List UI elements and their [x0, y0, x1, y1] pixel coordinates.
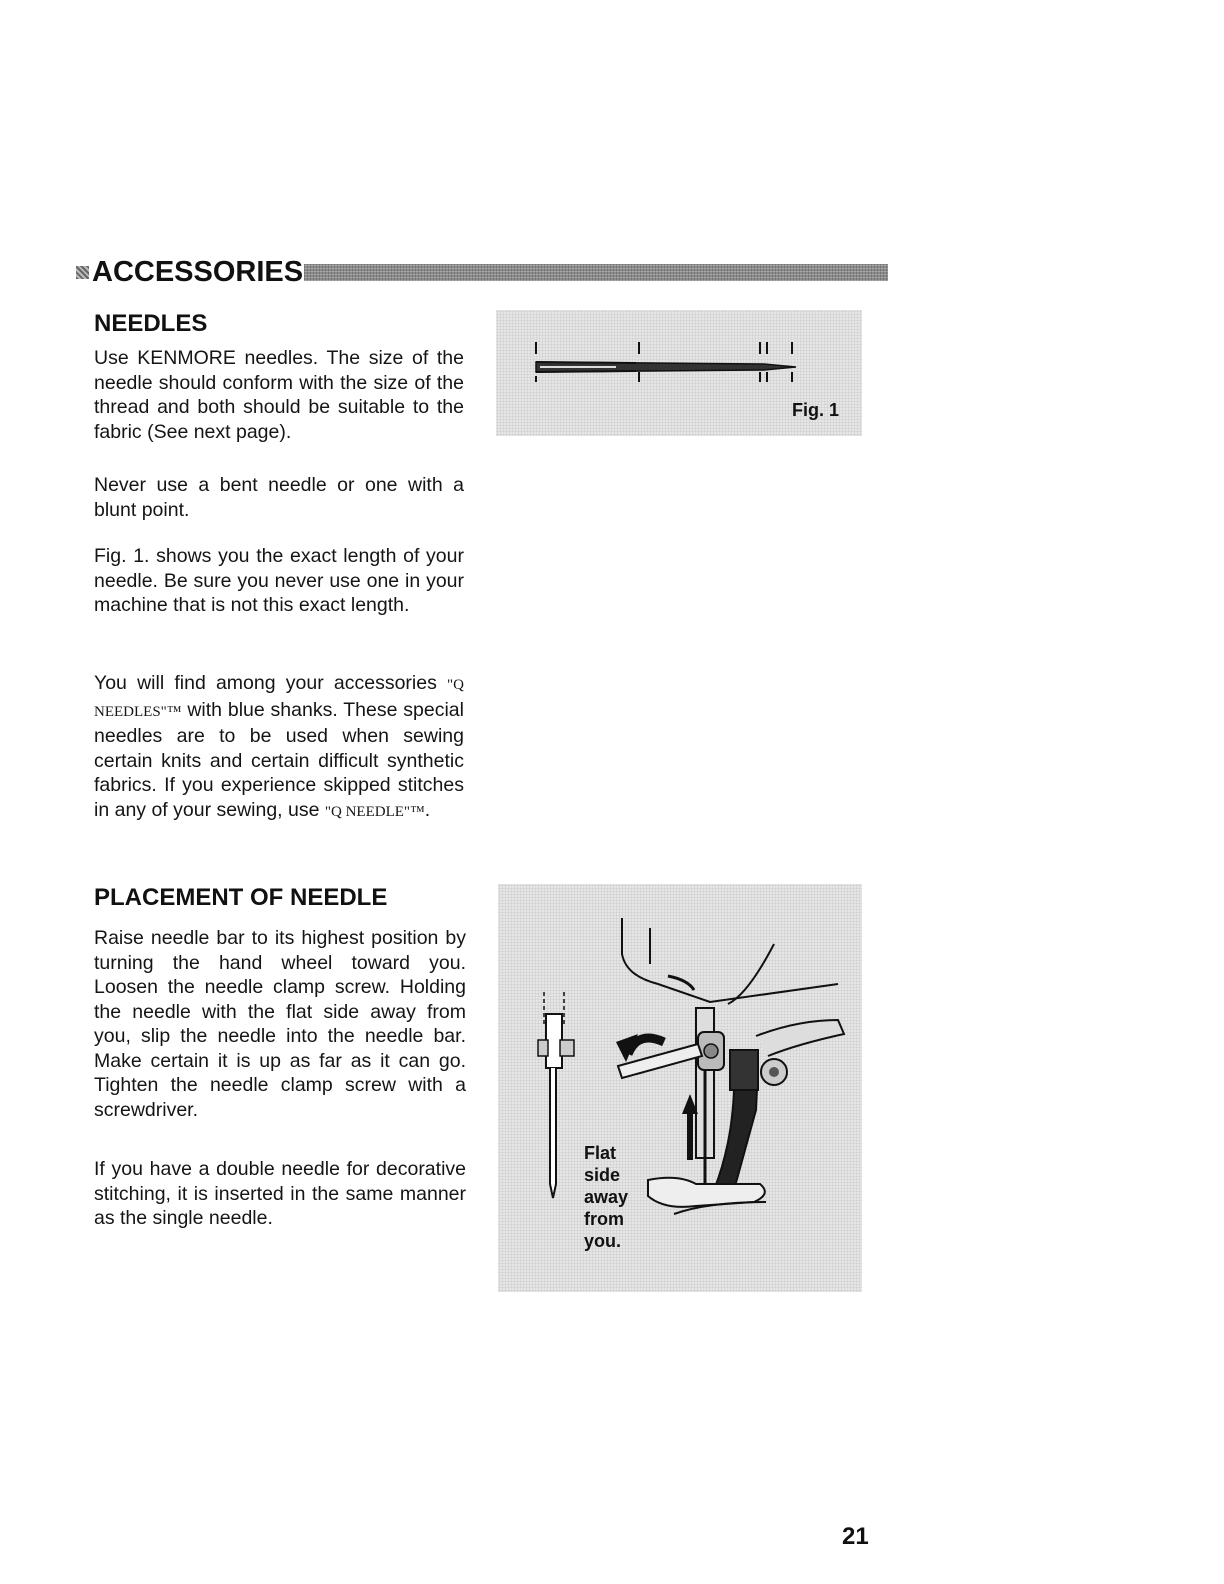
- callout-line-4: from: [584, 1209, 624, 1229]
- callout-line-2: side: [584, 1165, 621, 1185]
- needles-paragraph-2: Never use a bent needle or one with a blunt point.: [94, 474, 464, 521]
- needles-paragraph-3: Fig. 1. shows you the exact length of your needle. Be sure you never use one in your machine that is not this exact length.: [94, 545, 464, 616]
- needles-paragraph-4: [94, 671, 464, 824]
- p4-end: .: [424, 798, 431, 821]
- p4-mid: with blue shanks. These special needles are to be used when sewing certain knits and certain difficult synthetic fabrics. If you experience skipped stitches in any of your sewing, use: [94, 698, 464, 821]
- needles-heading: NEEDLES: [94, 310, 208, 337]
- flat-side-callout: [584, 1142, 628, 1252]
- header-rule: [304, 264, 888, 281]
- section-title: ACCESSORIES: [92, 256, 304, 288]
- needles-paragraph-1: Use KENMORE needles. The size of the needle should conform with the size of the thread and both should be suitable to the fabric (See next page).: [94, 347, 464, 443]
- p4-before: You will find among your accessories: [94, 672, 437, 694]
- callout-line-1: Flat: [584, 1143, 617, 1163]
- q-needle-trademark: "Q NEEDLE"™: [324, 803, 425, 820]
- callout-line-5: you.: [584, 1231, 622, 1251]
- figure-1-label: Fig. 1: [792, 400, 840, 420]
- figure-1-panel: [496, 310, 862, 436]
- placement-heading: PLACEMENT OF NEEDLE: [94, 884, 388, 911]
- needle-placement-illustration: [498, 884, 862, 1292]
- q-needles-trademark: "Q NEEDLES"™: [94, 677, 464, 720]
- page-number: 21: [842, 1523, 869, 1550]
- header-bullet: [76, 266, 89, 279]
- section-header: [72, 255, 888, 289]
- placement-paragraph-2: If you have a double needle for decorative stitching, it is inserted in the same manner as the single needle.: [94, 1158, 466, 1229]
- placement-figure-panel: [498, 884, 862, 1292]
- placement-paragraph-1: Raise needle bar to its highest position by turning the hand wheel toward you. Loosen the needle clamp screw. Holding the needle with the flat side away from you, slip the needle into the needle bar. Make certain it is up as far as it can go. Tighten the needle clamp screw with a screwdriver.: [94, 927, 466, 1121]
- callout-line-3: away: [584, 1187, 629, 1207]
